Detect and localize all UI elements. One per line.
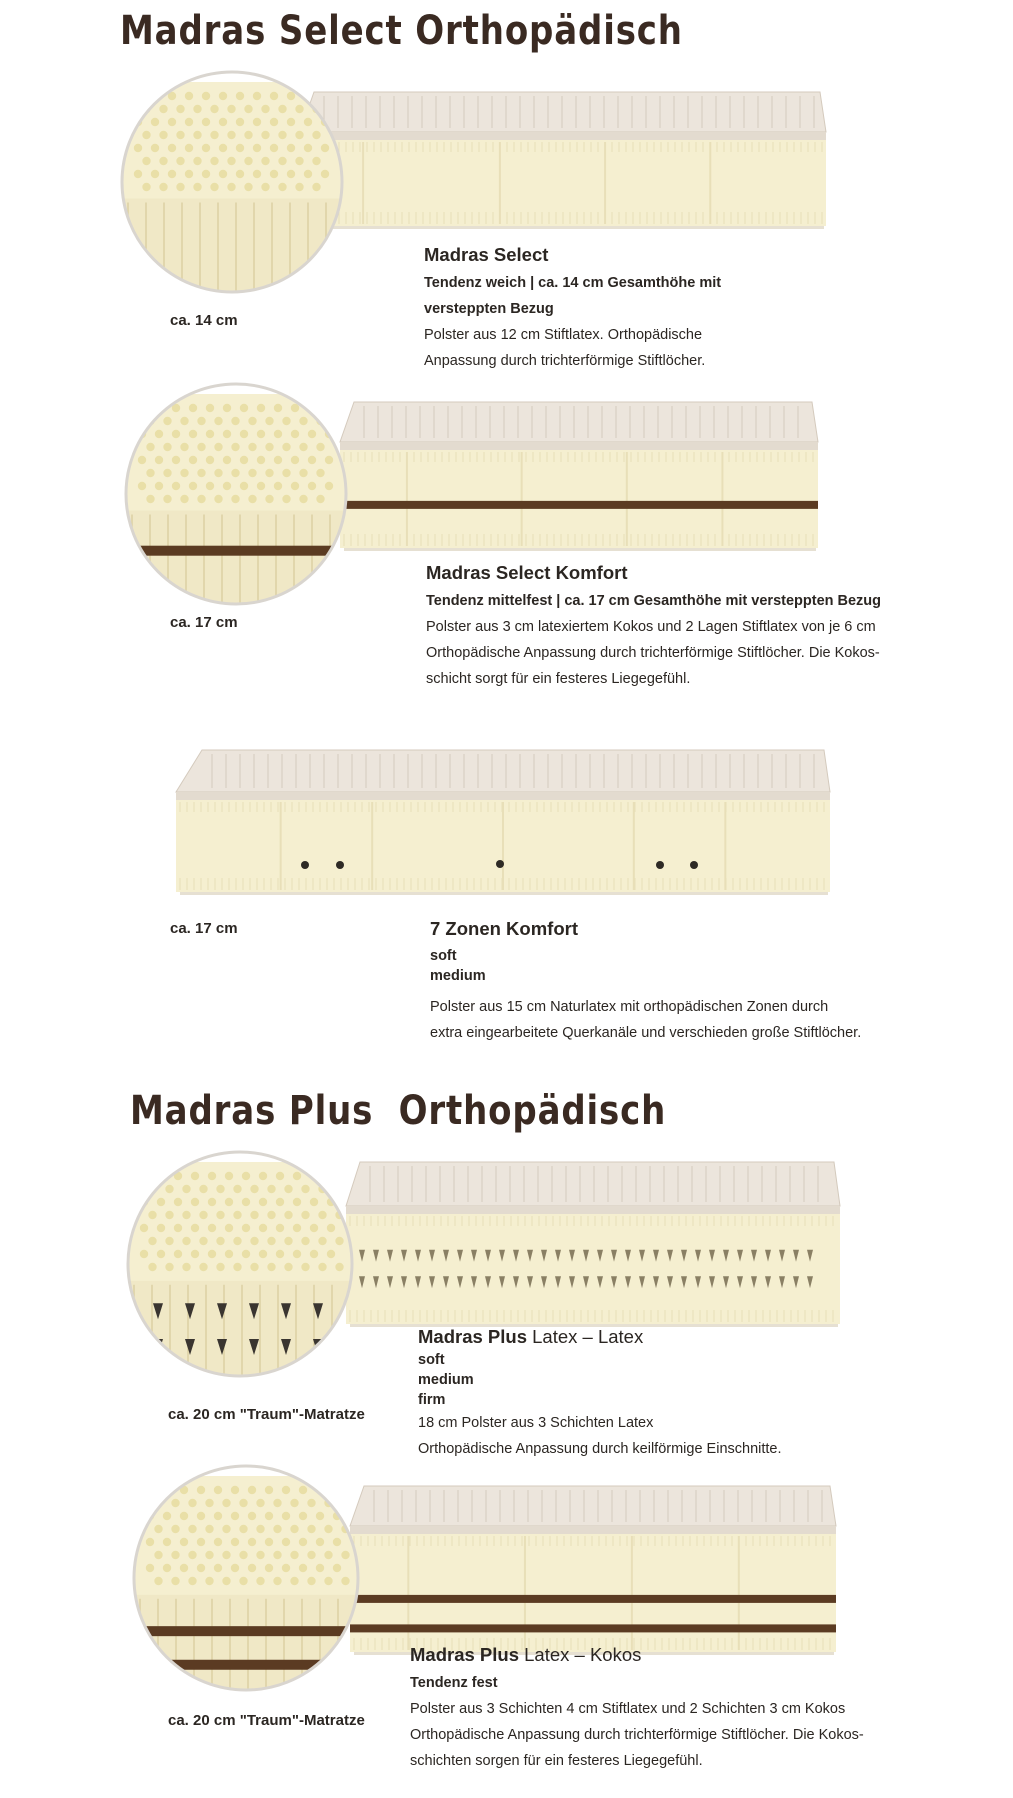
product-subtitle-line: versteppten Bezug <box>424 301 554 317</box>
product-body-line: Orthopädische Anpassung durch trichterförmige Stiftlöcher. Die Kokos- <box>410 1727 864 1743</box>
product-description <box>426 562 881 692</box>
magnifier-detail <box>134 1466 358 1690</box>
product-description <box>424 244 721 374</box>
product-body-line: 18 cm Polster aus 3 Schichten Latex <box>418 1415 654 1431</box>
product-title <box>418 1326 782 1348</box>
product-body-line: schichten sorgen für ein festeres Liegegefühl. <box>410 1753 703 1769</box>
product-body-line: extra eingearbeitete Querkanäle und verschieden große Stiftlöcher. <box>430 1025 862 1041</box>
product-subtitle-line: soft <box>430 948 457 964</box>
magnifier-detail <box>122 72 342 292</box>
product-body-line: Anpassung durch trichterförmige Stiftlöcher. <box>424 353 706 369</box>
section-heading-plus: Madras Plus Orthopädisch <box>130 1088 667 1134</box>
mattress-illustration <box>350 1486 836 1655</box>
product-title: Madras Select Komfort <box>426 562 628 583</box>
product-subtitle-line: Tendenz fest <box>410 1675 498 1691</box>
mattress-illustration <box>300 92 826 229</box>
product-subtitle-line: Tendenz weich | ca. 14 cm Gesamthöhe mit <box>424 275 722 291</box>
product-description <box>418 1326 782 1462</box>
size-label: ca. 17 cm <box>170 920 238 937</box>
mattress-illustration <box>176 750 830 895</box>
product-title-suffix: Latex – Latex <box>532 1326 644 1347</box>
product-title: 7 Zonen Komfort <box>430 918 578 939</box>
product-description <box>410 1644 864 1774</box>
product-title-main: Madras Plus <box>410 1644 519 1665</box>
size-label: ca. 20 cm "Traum"-Matratze <box>168 1712 365 1729</box>
product-body-line: Polster aus 3 cm latexiertem Kokos und 2 Lagen Stiftlatex von je 6 cm <box>426 619 876 635</box>
magnifier-detail <box>126 384 346 604</box>
magnifier-detail <box>128 1152 352 1376</box>
mattress-illustration <box>346 1162 840 1327</box>
product-body-line: Orthopädische Anpassung durch trichterförmige Stiftlöcher. Die Kokos- <box>426 645 880 661</box>
product-title <box>410 1644 864 1666</box>
product-title-suffix: Latex – Kokos <box>524 1644 642 1665</box>
product-body-line: Polster aus 3 Schichten 4 cm Stiftlatex und 2 Schichten 3 cm Kokos <box>410 1701 846 1717</box>
product-subtitle-line: soft <box>418 1352 445 1368</box>
product-subtitle-line: medium <box>430 968 486 984</box>
product-body-line: schicht sorgt für ein festeres Liegegefühl. <box>426 671 691 687</box>
size-label: ca. 14 cm <box>170 312 238 329</box>
product-subtitle-line: medium <box>418 1372 474 1388</box>
product-body-line: Polster aus 12 cm Stiftlatex. Orthopädische <box>424 327 703 343</box>
product-subtitle-line: firm <box>418 1392 446 1408</box>
product-description <box>430 918 861 1046</box>
mattress-illustration <box>340 402 818 551</box>
section-heading-select: Madras Select Orthopädisch <box>120 8 683 54</box>
product-body-line: Orthopädische Anpassung durch keilförmige Einschnitte. <box>418 1441 782 1457</box>
product-subtitle-line: Tendenz mittelfest | ca. 17 cm Gesamthöhe mit versteppten Bezug <box>426 593 882 609</box>
product-title-main: Madras Plus <box>418 1326 527 1347</box>
size-label: ca. 20 cm "Traum"-Matratze <box>168 1406 365 1423</box>
product-body-line: Polster aus 15 cm Naturlatex mit orthopädischen Zonen durch <box>430 999 829 1015</box>
product-title: Madras Select <box>424 244 549 265</box>
size-label: ca. 17 cm <box>170 614 238 631</box>
